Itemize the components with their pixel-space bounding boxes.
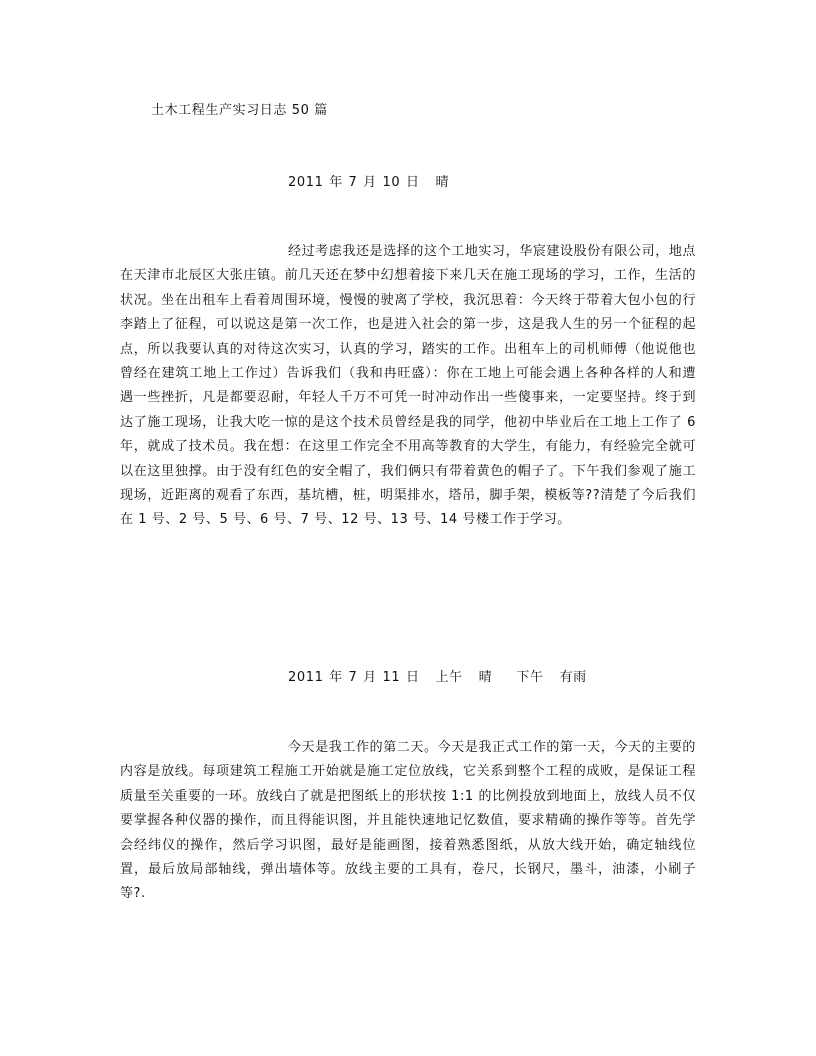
entry-1-body: 经过考虑我还是选择的这个工地实习，华宸建设股份有限公司，地点在天津市北辰区大张庄镇。前几天还在梦中幻想着接下来几天在施工现场的学习，工作，生活的状况。坐在出租车上看着周围环境，慢慢的驶离了学校，我沉思着：今天终于带着大包小包的行李踏上了征程，可以说这是第一次工作，也是进入社会的第一步，这是我人生的另一个征程的起点，所以我要认真的对待这次实习，认真的学习，踏实的工作。出租车上的司机师傅（他说他也曾经在建筑工地上工作过）告诉我们（我和冉旺盛）：你在工地上可能会遇上各种各样的人和遭遇一些挫折，凡是都要忍耐，年轻人千万不可凭一时冲动作出一些傻事来，一定要坚持。终于到达了施工现场，让我大吃一惊的是这个技术员曾经是我的同学，他初中毕业后在工地上工作了 6 年，就成了技术员。我在想：在这里工作完全不用高等教育的大学生，有能力，有经验完全就可以在这里独撑。由于没有红色的安全帽了，我们俩只有带着黄色的帽子了。下午我们参观了施工现场，近距离的观看了东西，基坑槽，桩，明渠排水，塔吊，脚手架，模板等??清楚了今后我们在 1 号、2 号、5 号、6 号、7 号、12 号、13 号、14 号楼工作于学习。 (120, 244, 696, 528)
entry-1-date-line (288, 173, 449, 193)
entry-2-am-weather: 晴 (478, 670, 493, 685)
entry-2-pm-label: 下午 (516, 670, 544, 685)
entry-2-date-line (288, 668, 587, 688)
document-title: 土木工程生产实习日志 50 篇 (151, 103, 328, 118)
entry-2-date: 2011 年 7 月 11 日 (288, 670, 420, 685)
entry-1-weather: 晴 (435, 175, 450, 190)
entry-2-body: 今天是我工作的第二天。今天是我正式工作的第一天，今天的主要的内容是放线。每项建筑工程施工开始就是施工定位放线，它关系到整个工程的成败，是保证工程质量至关重要的一环。放线白了就是把图纸上的形状按 1:1 的比例投放到地面上，放线人员不仅要掌握各种仪器的操作，而且得能识图，并且能快速地记忆数值，要求精确的操作等等。首先学会经纬仪的操作，然后学习识图，最好是能画图，接着熟悉图纸，从放大线开始，确定轴线位置，最后放局部轴线，弹出墙体等。放线主要的工具有，卷尺，长钢尺，墨斗，油漆，小刷子等?. (120, 740, 696, 902)
entry-2-pm-weather: 有雨 (559, 670, 587, 685)
entry-2-am-label: 上午 (435, 670, 463, 685)
entry-1-date: 2011 年 7 月 10 日 (288, 175, 420, 190)
